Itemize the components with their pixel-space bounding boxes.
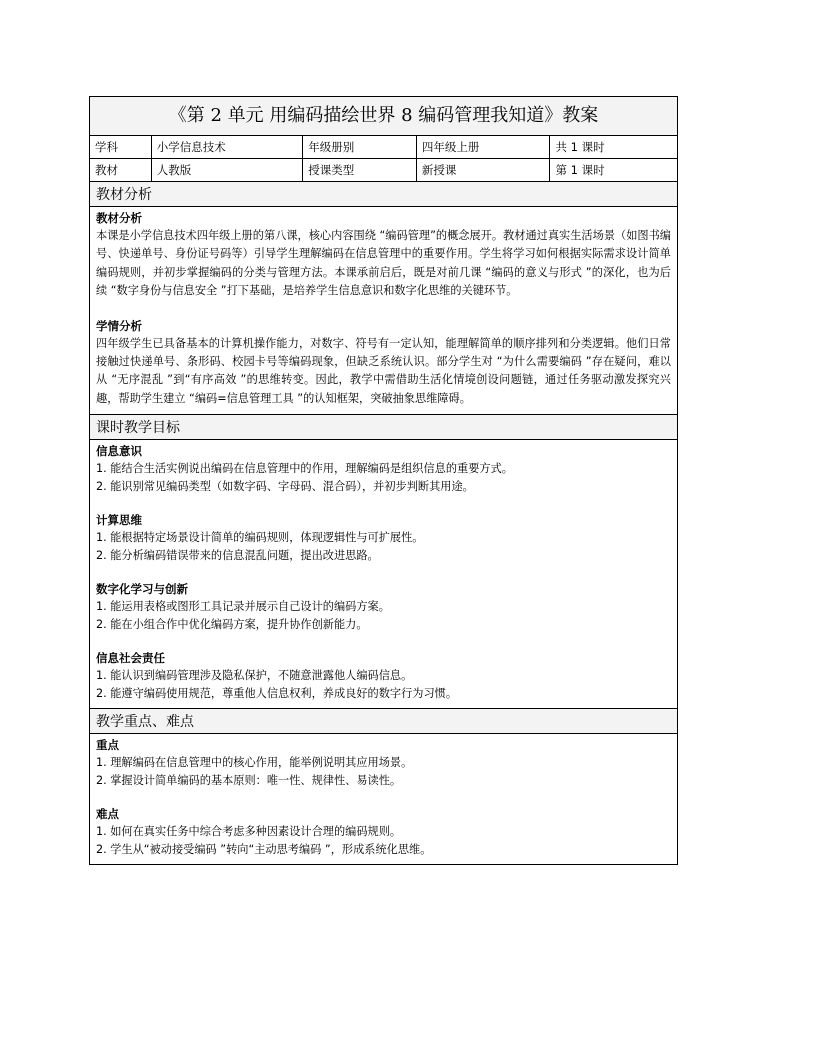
list-item: 2. 掌握设计简单编码的基本原则：唯一性、规律性、易读性。	[96, 773, 402, 787]
lesson-type-label: 授课类型	[303, 159, 417, 181]
subheading: 学情分析	[96, 318, 142, 333]
list-item: 1. 能根据特定场景设计简单的编码规则，体现逻辑性与可扩展性。	[96, 531, 424, 545]
key-difficult-points-section	[90, 709, 677, 864]
lesson-plan-table	[89, 96, 678, 865]
list-item: 2. 能分析编码错误带来的信息混乱问题，提出改进思路。	[96, 548, 379, 562]
paragraph: 本课是小学信息技术四年级上册的第八课，核心内容围绕 “编码管理”的概念展开。教材通过真实生活场景（如图书编号、快递单号、身份证号码等）引导学生理解编码在信息管理中的重要作用。学生将学习如何根据实际需求设计简单编码规则，并初步掌握编码的分类与管理方法。本课承前启后，既是对前几课 “编码的意义与形式 ”的深化，也为后续 “数字身份与信息安全 ”打下基础，是培养学生信息意识和数字化思维的关键环节。	[96, 229, 671, 298]
list-item: 2. 学生从“被动接受编码 ”转向“主动思考编码 ”，形成系统化思维。	[96, 842, 432, 856]
paragraph: 四年级学生已具备基本的计算机操作能力，对数字、符号有一定认知，能理解简单的顺序排列和分类逻辑。他们日常接触过快递单号、条形码、校园卡号等编码现象，但缺乏系统认识。部分学生对 “为什么需要编码 ”存在疑问，难以从 “无序混乱 ”到“有序高效 ”的思维转变。因此，教学中需借助生活化情境创设问题链，通过任务驱动激发探究兴趣，帮助学生建立 “编码=信息管理工具 ”的认知框架，突破抽象思维障碍。	[96, 336, 671, 405]
textbook-label: 教材	[90, 159, 152, 181]
subheading: 重点	[96, 738, 119, 753]
document-title: 《第 2 单元 用编码描绘世界 8 编码管理我知道》教案	[90, 97, 677, 136]
list-item: 2. 能识别常见编码类型（如数字码、字母码、混合码），并初步判断其用途。	[96, 479, 474, 493]
subheading: 信息意识	[96, 444, 142, 459]
total-periods: 共 1 课时	[555, 140, 605, 154]
material-analysis-section	[90, 182, 677, 415]
grade-value: 四年级上册	[417, 136, 551, 158]
list-item: 1. 能运用表格或图形工具记录并展示自己设计的编码方案。	[96, 600, 390, 614]
section-heading: 课时教学目标	[90, 415, 677, 440]
lesson-type-value: 新授课	[417, 159, 551, 181]
list-item: 1. 如何在真实任务中综合考虑多种因素设计合理的编码规则。	[96, 825, 402, 839]
subheading: 计算思维	[96, 513, 142, 528]
subheading: 教材分析	[96, 211, 142, 225]
list-item: 1. 能结合生活实例说出编码在信息管理中的作用，理解编码是组织信息的重要方式。	[96, 462, 513, 476]
list-item: 1. 能认识到编码管理涉及隐私保护，不随意泄露他人编码信息。	[96, 669, 413, 683]
current-period: 第 1 课时	[555, 163, 605, 177]
subheading: 难点	[96, 807, 119, 822]
teaching-goals-section	[90, 415, 677, 709]
subheading: 数字化学习与创新	[96, 582, 188, 597]
section-heading: 教材分析	[90, 182, 677, 207]
info-row-1	[90, 136, 677, 159]
info-row-2	[90, 159, 677, 182]
list-item: 2. 能在小组合作中优化编码方案，提升协作创新能力。	[96, 617, 368, 631]
subject-value: 小学信息技术	[152, 136, 303, 158]
list-item: 2. 能遵守编码使用规范，尊重他人信息权利，养成良好的数字行为习惯。	[96, 686, 458, 700]
subject-label: 学科	[90, 136, 152, 158]
section-heading: 教学重点、难点	[90, 709, 677, 734]
list-item: 1. 理解编码在信息管理中的核心作用，能举例说明其应用场景。	[96, 756, 413, 770]
grade-label: 年级册别	[303, 136, 417, 158]
subheading: 信息社会责任	[96, 651, 165, 666]
textbook-value: 人教版	[152, 159, 303, 181]
